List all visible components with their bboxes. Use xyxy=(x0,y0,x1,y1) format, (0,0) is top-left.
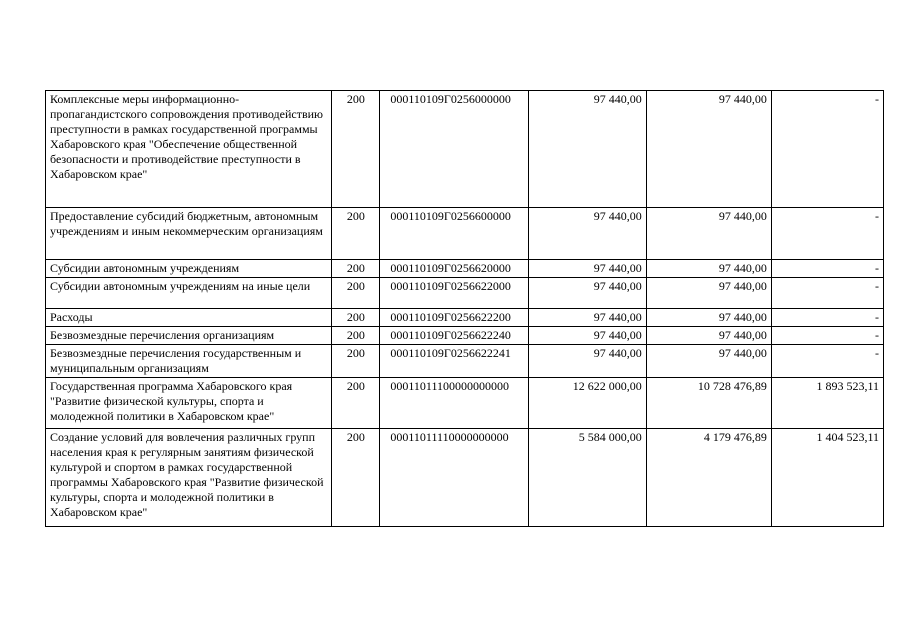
row-budget-code-cell: 00011011100000000000 xyxy=(380,378,528,429)
row-line-code-cell: 200 xyxy=(332,260,380,278)
row-unexecuted-cell: 1 404 523,11 xyxy=(771,429,883,527)
row-executed-cell: 97 440,00 xyxy=(646,327,771,345)
row-name-cell: Безвозмездные перечисления государственным и муниципальным организациям xyxy=(46,345,332,378)
row-budget-code-cell: 000110109Г0256622241 xyxy=(380,345,528,378)
table-row xyxy=(46,345,884,378)
table-row xyxy=(46,378,884,429)
row-unexecuted-cell: - xyxy=(771,91,883,208)
row-approved-cell: 97 440,00 xyxy=(528,208,646,260)
row-unexecuted-cell: - xyxy=(771,309,883,327)
row-approved-cell: 97 440,00 xyxy=(528,345,646,378)
row-name-cell: Государственная программа Хабаровского края "Развитие физической культуры, спорта и молодежной политики в Хабаровском крае" xyxy=(46,378,332,429)
row-budget-code-cell: 000110109Г0256000000 xyxy=(380,91,528,208)
table-row xyxy=(46,309,884,327)
table-row xyxy=(46,91,884,208)
table-row xyxy=(46,278,884,309)
table-row xyxy=(46,208,884,260)
row-line-code-cell: 200 xyxy=(332,378,380,429)
row-unexecuted-cell: 1 893 523,11 xyxy=(771,378,883,429)
row-approved-cell: 97 440,00 xyxy=(528,309,646,327)
row-approved-cell: 97 440,00 xyxy=(528,91,646,208)
row-budget-code-cell: 000110109Г0256600000 xyxy=(380,208,528,260)
row-name-cell: Субсидии автономным учреждениям xyxy=(46,260,332,278)
row-budget-code-cell: 000110109Г0256622240 xyxy=(380,327,528,345)
row-unexecuted-cell: - xyxy=(771,345,883,378)
row-line-code-cell: 200 xyxy=(332,309,380,327)
row-budget-code-cell: 000110109Г0256622200 xyxy=(380,309,528,327)
row-line-code-cell: 200 xyxy=(332,429,380,527)
row-approved-cell: 12 622 000,00 xyxy=(528,378,646,429)
row-executed-cell: 97 440,00 xyxy=(646,260,771,278)
row-name-cell: Комплексные меры информационно-пропагандистского сопровождения противодействию преступности в рамках государственной программы Хабаровского края "Обеспечение общественной безопасности и противодействие преступности в Хабаровском крае" xyxy=(46,91,332,208)
row-executed-cell: 97 440,00 xyxy=(646,208,771,260)
row-approved-cell: 97 440,00 xyxy=(528,260,646,278)
row-budget-code-cell: 000110109Г0256620000 xyxy=(380,260,528,278)
row-name-cell: Предоставление субсидий бюджетным, автономным учреждениям и иным некоммерческим организациям xyxy=(46,208,332,260)
row-name-cell: Расходы xyxy=(46,309,332,327)
row-unexecuted-cell: - xyxy=(771,208,883,260)
row-budget-code-cell: 000110109Г0256622000 xyxy=(380,278,528,309)
row-name-cell: Безвозмездные перечисления организациям xyxy=(46,327,332,345)
row-unexecuted-cell: - xyxy=(771,327,883,345)
row-name-cell: Создание условий для вовлечения различных групп населения края к регулярным занятиям физической культурой и спортом в рамках государственной программы Хабаровского края "Развитие физической культуры, спорта и молодежной политики в Хабаровском крае" xyxy=(46,429,332,527)
row-approved-cell: 97 440,00 xyxy=(528,327,646,345)
budget-execution-table xyxy=(45,90,884,527)
row-executed-cell: 4 179 476,89 xyxy=(646,429,771,527)
row-executed-cell: 97 440,00 xyxy=(646,345,771,378)
row-line-code-cell: 200 xyxy=(332,345,380,378)
table-row xyxy=(46,327,884,345)
row-executed-cell: 97 440,00 xyxy=(646,309,771,327)
table-row xyxy=(46,429,884,527)
row-unexecuted-cell: - xyxy=(771,278,883,309)
row-unexecuted-cell: - xyxy=(771,260,883,278)
row-budget-code-cell: 00011011110000000000 xyxy=(380,429,528,527)
row-name-cell: Субсидии автономным учреждениям на иные цели xyxy=(46,278,332,309)
row-line-code-cell: 200 xyxy=(332,208,380,260)
row-approved-cell: 97 440,00 xyxy=(528,278,646,309)
row-line-code-cell: 200 xyxy=(332,278,380,309)
row-line-code-cell: 200 xyxy=(332,327,380,345)
table-row xyxy=(46,260,884,278)
row-executed-cell: 97 440,00 xyxy=(646,278,771,309)
row-line-code-cell: 200 xyxy=(332,91,380,208)
row-executed-cell: 97 440,00 xyxy=(646,91,771,208)
row-approved-cell: 5 584 000,00 xyxy=(528,429,646,527)
row-executed-cell: 10 728 476,89 xyxy=(646,378,771,429)
